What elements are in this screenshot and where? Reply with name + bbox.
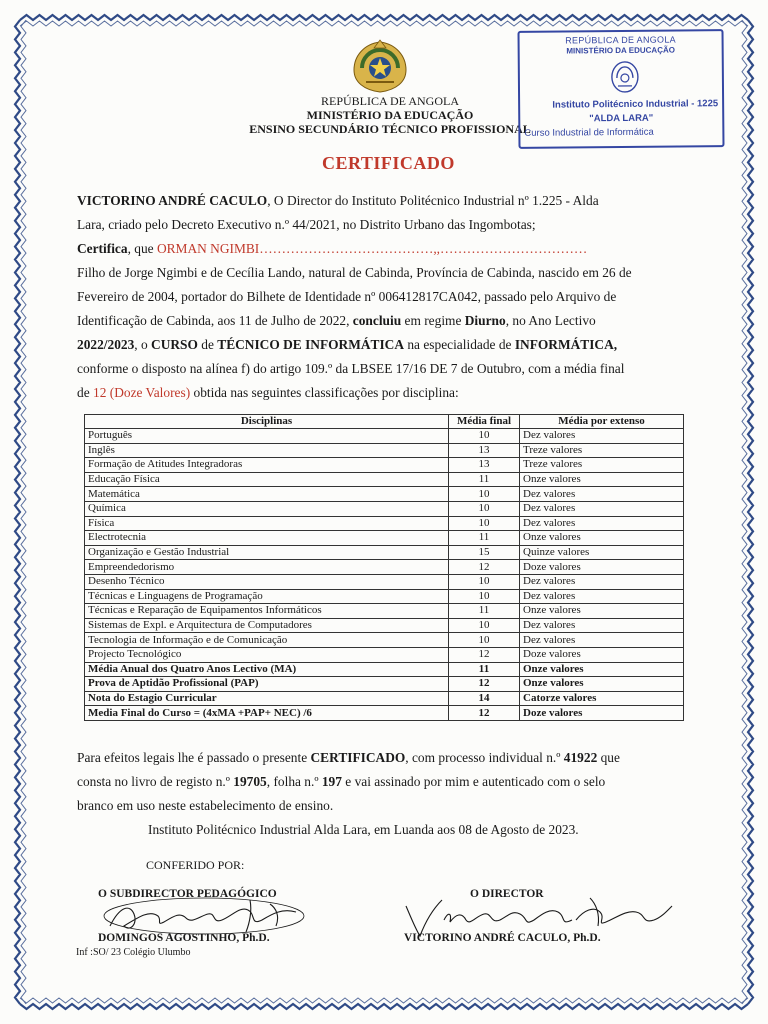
concluded-word: concluiu [352,313,402,328]
grade-words-cell: Dez valores [520,633,684,648]
grade-cell: 10 [449,589,520,604]
certifies-line [77,237,686,261]
grade-words-cell: Dez valores [520,618,684,633]
grade-words-cell: Dez valores [520,429,684,444]
grade-words-cell: Onze valores [520,531,684,546]
discipline-cell: Química [85,501,449,516]
grade-words-cell: Onze valores [520,604,684,619]
grade-cell: 10 [449,429,520,444]
body-text: na especialidade de [404,337,515,352]
closing-text: , folha n.º [266,774,322,789]
grade-cell: 14 [449,691,520,706]
grade-words-cell: Treze valores [520,458,684,473]
discipline-cell: Técnicas e Reparação de Equipamentos Informáticos [85,604,449,619]
grade-words-cell: Onze valores [520,677,684,692]
school-year: 2022/2023 [77,337,135,352]
table-row [85,574,684,589]
grade-cell: 10 [449,618,520,633]
discipline-cell: Media Final do Curso = (4xMA +PAP+ NEC) /6 [85,706,449,721]
certifies-label: Certifica [77,241,128,256]
director-title: O DIRECTOR [470,888,544,900]
header-disciplinas: Disciplinas [85,415,449,429]
intro-text: , O Director do Instituto Politécnico Industrial nº 1.225 - Alda [267,193,599,208]
director-name: VICTORINO ANDRÉ CACULO [77,193,268,208]
header-media-final: Média final [449,415,520,429]
institution-stamp [517,29,724,149]
body-line-5: conforme o disposto na alínea f) do artigo 109.º da LBSEE 17/16 DE 7 de Outubro, com a média final [77,361,625,376]
grade-cell: 10 [449,574,520,589]
grade-words-cell: Dez valores [520,501,684,516]
reference-note: Inf :SO/ 23 Colégio Ulumbo [76,947,191,958]
grade-cell: 10 [449,633,520,648]
grade-cell: 13 [449,443,520,458]
discipline-cell: Organização e Gestão Industrial [85,545,449,560]
grade-words-cell: Dez valores [520,589,684,604]
discipline-cell: Prova de Aptidão Profissional (PAP) [85,677,449,692]
discipline-cell: Física [85,516,449,531]
closing-text: consta no livro de registo n.º [77,774,234,789]
grade-words-cell: Doze valores [520,706,684,721]
page-number: 197 [321,774,342,789]
header-level: ENSINO SECUNDÁRIO TÉCNICO PROFISSIONAL [249,122,531,136]
body-line-6 [77,381,686,405]
specialty-name: INFORMÁTICA, [514,337,618,352]
table-header-row [85,415,684,429]
process-number: 41922 [563,750,598,765]
grade-words-cell: Dez valores [520,574,684,589]
discipline-cell: Matemática [85,487,449,502]
grade-cell: 13 [449,458,520,473]
body-text: obtida nas seguintes classificações por disciplina: [190,385,459,400]
body-line-4 [77,333,686,357]
student-name: ORMAN NGIMBI [156,241,260,256]
certifies-connector: , que [127,241,157,256]
grade-words-cell: Doze valores [520,647,684,662]
angola-emblem-icon [346,38,414,96]
closing-line-2 [77,770,686,794]
discipline-cell: Desenho Técnico [85,574,449,589]
subdirector-title: O SUBDIRECTOR PEDAGÓGICO [98,888,277,900]
body-line-1: Filho de Jorge Ngimbi e de Cecília Lando, natural de Cabinda, Província de Cabinda, nascido em 26 de [77,265,632,280]
header-republic: REPÚBLICA DE ANGOLA [320,94,459,108]
grade-words-cell: Doze valores [520,560,684,575]
closing-text: que [597,750,620,765]
grades-table [84,414,684,721]
table-row [85,677,684,692]
body-text: de [77,385,93,400]
grade-cell: 11 [449,662,520,677]
table-row [85,429,684,444]
stamp-seal-icon [610,60,640,94]
certificate-word: CERTIFICADO [310,750,406,765]
stamp-republic: REPÚBLICA DE ANGOLA [565,34,676,46]
discipline-cell: Formação de Atitudes Integradoras [85,458,449,473]
regime-word: Diurno [464,313,506,328]
table-row [85,604,684,619]
course-word: CURSO [151,337,198,352]
director-name-signature: VICTORINO ANDRÉ CACULO, Ph.D. [404,932,601,944]
book-number: 19705 [233,774,267,789]
table-row [85,589,684,604]
table-row [85,458,684,473]
place-date: Instituto Politécnico Industrial Alda Lara, em Luanda aos 08 de Agosto de 2023. [148,822,579,837]
table-row [85,545,684,560]
discipline-cell: Inglês [85,443,449,458]
body-line-3 [77,309,686,333]
grade-words-cell: Quinze valores [520,545,684,560]
closing-line-3: branco em uso neste estabelecimento de ensino. [77,798,334,813]
document-title: CERTIFICADO [322,153,455,173]
final-grade: 12 (Doze Valores) [93,385,191,400]
table-row [85,560,684,575]
grade-cell: 12 [449,677,520,692]
body-text: Identificação de Cabinda, aos 11 de Julho de 2022, [77,313,353,328]
grade-words-cell: Treze valores [520,443,684,458]
discipline-cell: Sistemas de Expl. e Arquitectura de Computadores [85,618,449,633]
grade-cell: 10 [449,501,520,516]
header-ministry: MINISTÉRIO DA EDUCAÇÃO [306,108,474,122]
stamp-ministry: MINISTÉRIO DA EDUCAÇÃO [566,45,675,56]
table-row [85,487,684,502]
discipline-cell: Média Anual dos Quatro Anos Lectivo (MA) [85,662,449,677]
discipline-cell: Projecto Tecnológico [85,647,449,662]
grade-cell: 11 [449,604,520,619]
table-row [85,662,684,677]
conferido-label: CONFERIDO POR: [146,858,245,872]
grade-words-cell: Dez valores [520,487,684,502]
header-media-extenso: Média por extenso [520,415,684,429]
grade-words-cell: Catorze valores [520,691,684,706]
table-row [85,531,684,546]
discipline-cell: Electrotecnia [85,531,449,546]
subdirector-name: DOMINGOS AGOSTINHO, Ph.D. [98,932,270,944]
discipline-cell: Tecnologia de Informação e de Comunicação [85,633,449,648]
grade-words-cell: Dez valores [520,516,684,531]
table-row [85,691,684,706]
grade-cell: 10 [449,516,520,531]
closing-text: Para efeitos legais lhe é passado o presente [77,750,311,765]
discipline-cell: Técnicas e Linguagens de Programação [85,589,449,604]
table-row [85,633,684,648]
body-line-2: Fevereiro de 2004, portador do Bilhete de Identidade nº 006412817CA042, passado pelo Arquivo de [77,289,617,304]
discipline-cell: Empreendedorismo [85,560,449,575]
grade-cell: 15 [449,545,520,560]
intro-line-1 [77,189,686,213]
stamp-name: "ALDA LARA" [589,112,654,125]
stamp-institute: Instituto Politécnico Industrial - 1225 [552,98,719,111]
body-text: em regime [401,313,465,328]
table-body [85,429,684,721]
grade-cell: 11 [449,472,520,487]
discipline-cell: Português [85,429,449,444]
closing-text: e vai assinado por mim e autenticado com o selo [341,774,606,789]
stamp-course: Curso Industrial de Informática [524,126,654,139]
table-row [85,516,684,531]
table-row [85,472,684,487]
table-row [85,501,684,516]
table-row [85,618,684,633]
intro-line-2: Lara, criado pelo Decreto Executivo n.º 44/2021, no Distrito Urbano das Ingombotas; [77,217,536,232]
table-row [85,443,684,458]
closing-line-1 [77,746,686,770]
grade-cell: 12 [449,706,520,721]
discipline-cell: Nota do Estagio Curricular [85,691,449,706]
grade-words-cell: Onze valores [520,662,684,677]
dotted-line: …………………………………,,…………………………… [259,241,588,256]
body-text: de [197,337,218,352]
table-row [85,647,684,662]
body-text: , o [134,337,152,352]
closing-text: , com processo individual n.º [405,750,564,765]
grade-cell: 12 [449,647,520,662]
course-name: TÉCNICO DE INFORMÁTICA [217,337,405,352]
discipline-cell: Educação Física [85,472,449,487]
grade-cell: 10 [449,487,520,502]
body-text: , no Ano Lectivo [505,313,596,328]
grade-cell: 12 [449,560,520,575]
table-row [85,706,684,721]
grade-cell: 11 [449,531,520,546]
grade-words-cell: Onze valores [520,472,684,487]
